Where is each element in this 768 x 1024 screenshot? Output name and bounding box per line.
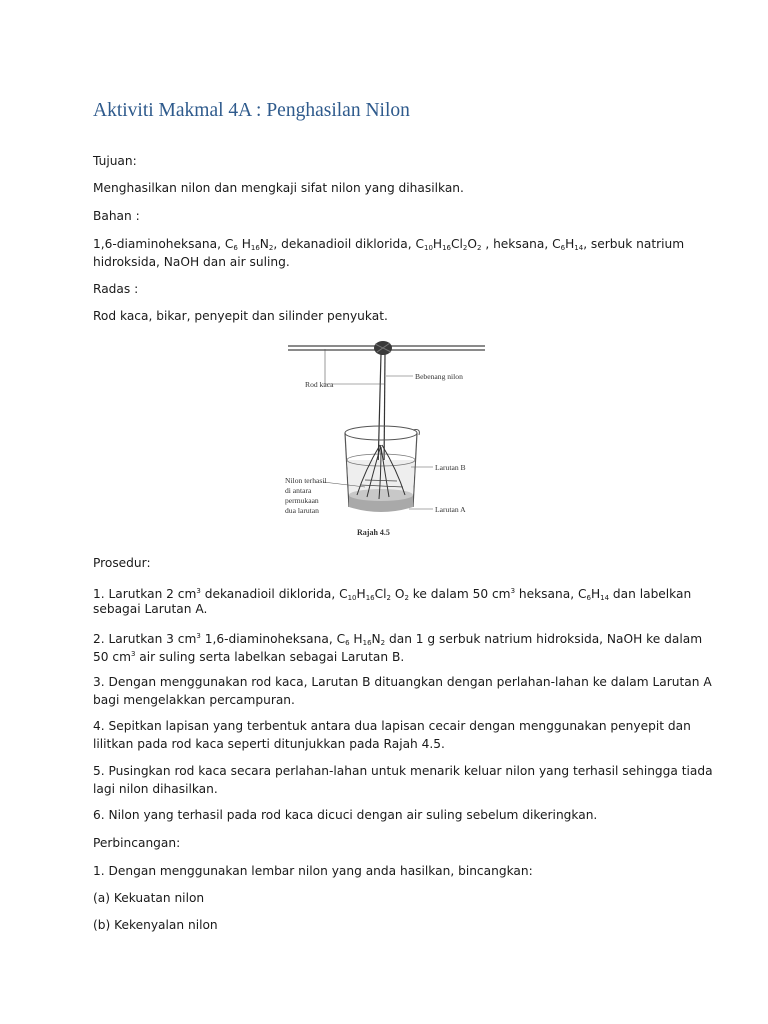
tujuan-text: Menghasilkan nilon dan mengkaji sifat nilon yang dihasilkan. xyxy=(93,181,464,195)
apparatus-diagram xyxy=(285,335,490,545)
discussion-a: (a) Kekuatan nilon xyxy=(93,891,205,905)
figure-rajah-4-5 xyxy=(285,335,490,545)
step-6: 6. Nilon yang terhasil pada rod kaca dicuci dengan air suling sebelum dikeringkan. xyxy=(93,808,598,822)
discussion-1: 1. Dengan menggunakan lembar nilon yang anda hasilkan, bincangkan: xyxy=(93,864,533,878)
page-title: Aktiviti Makmal 4A : Penghasilan Nilon xyxy=(93,100,410,121)
step-1-line-1: 1. Larutkan 2 $cm^3$ dekanadioil diklorida, $C_{10}H_{16}Cl_2$ $O_2$ ke dalam 50 $cm^3$ heksana, $C_6H_{14}$ dan labelkan xyxy=(93,587,692,602)
label-rod: Rod kaca xyxy=(305,380,334,389)
step-5-line-2: lagi nilon dihasilkan. xyxy=(93,782,218,796)
label-nylon-4: dua larutan xyxy=(285,506,319,515)
figure-caption: Rajah 4.5 xyxy=(357,528,390,537)
bahan-line-1: 1,6-diaminoheksana, $C_6$ $H_{16}N_2$, dekanadioil diklorida, $C_{10}H_{16}Cl_2O_2$ , heksana, $C_6H_{14}$, serbuk natrium xyxy=(93,237,685,252)
step-5-line-1: 5. Pusingkan rod kaca secara perlahan-lahan untuk menarik keluar nilon yang terhasil sehingga tiada xyxy=(93,764,713,778)
step-4-line-2: lilitkan pada rod kaca seperti ditunjukkan pada Rajah 4.5. xyxy=(93,737,445,751)
label-nylon-1: Nilon terhasil xyxy=(285,476,327,485)
step-4-line-1: 4. Sepitkan lapisan yang terbentuk antara dua lapisan cecair dengan menggunakan penyepit dan xyxy=(93,719,691,733)
label-solution-a: Larutan A xyxy=(435,505,466,514)
step-3-line-1: 3. Dengan menggunakan rod kaca, Larutan B dituangkan dengan perlahan-lahan ke dalam Larutan A xyxy=(93,675,712,689)
tujuan-heading: Tujuan: xyxy=(93,154,137,168)
label-thread: Bebenang nilon xyxy=(415,372,463,381)
step-2-line-1: 2. Larutkan 3 $cm^3$ 1,6-diaminoheksana, $C_6$ $H_{16}N_2$ dan 1 g serbuk natrium hidroksida, NaOH ke dalam xyxy=(93,632,703,647)
radas-text: Rod kaca, bikar, penyepit dan silinder penyukat. xyxy=(93,309,388,323)
perbincangan-heading: Perbincangan: xyxy=(93,836,181,850)
step-2-line-2: 50 $cm^3$ air suling serta labelkan sebagai Larutan B. xyxy=(93,650,405,664)
bahan-heading: Bahan : xyxy=(93,209,140,223)
label-nylon-2: di antara xyxy=(285,486,312,495)
discussion-b: (b) Kekenyalan nilon xyxy=(93,918,218,932)
step-1-line-2: sebagai Larutan A. xyxy=(93,602,208,616)
label-nylon-3: permukaan xyxy=(285,496,319,505)
radas-heading: Radas : xyxy=(93,282,139,296)
bahan-line-2: hidroksida, NaOH dan air suling. xyxy=(93,255,290,269)
prosedur-heading: Prosedur: xyxy=(93,556,151,570)
label-solution-b: Larutan B xyxy=(435,463,466,472)
step-3-line-2: bagi mengelakkan percampuran. xyxy=(93,693,295,707)
